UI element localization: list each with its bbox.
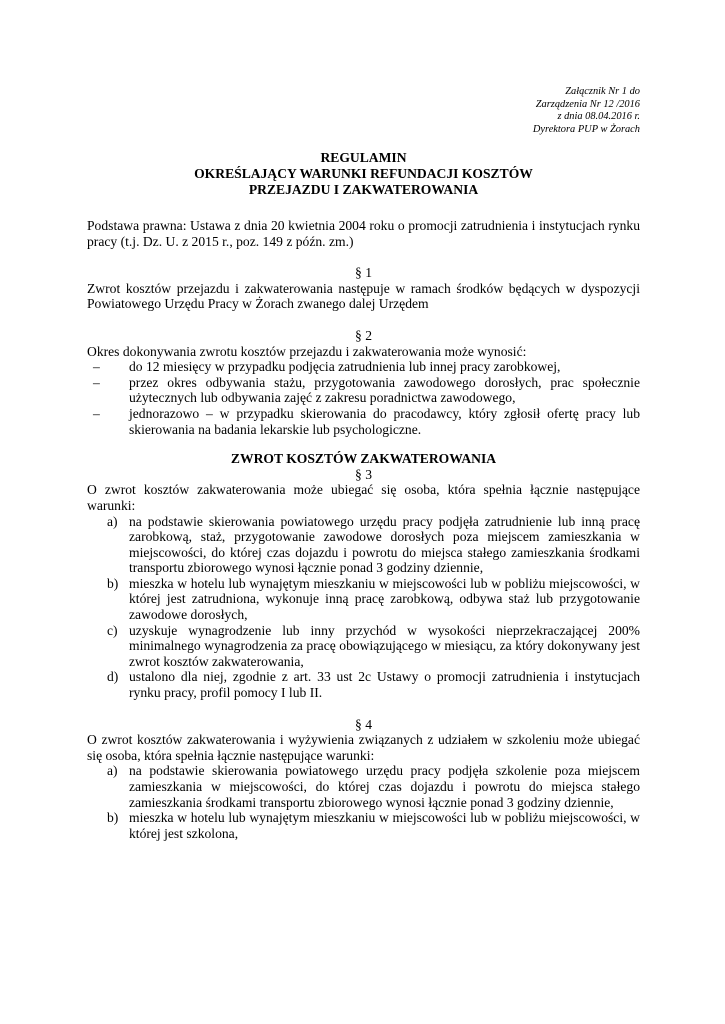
legal-basis: Podstawa prawna: Ustawa z dnia 20 kwietnia 2004 roku o promocji zatrudnienia i instytucjach rynku pracy (t.j. Dz. U. z 2015 r., poz. 149 z późn. zm.) [87,218,640,249]
annex-line-4: Dyrektora PUP w Żorach [532,123,640,135]
title-line-2: OKREŚLAJĄCY WARUNKI REFUNDACJI KOSZTÓW [194,166,533,181]
item-label: d) [107,669,119,685]
section-4-intro: O zwrot kosztów zakwaterowania i wyżywienia związanych z udziałem w szkoleniu może ubiegać się osoba, która spełnia łącznie następujące warunki: [87,732,640,763]
list-item [87,623,640,670]
list-item-text: jednorazowo – w przypadku skierowania do pracodawcy, który zgłosił ofertę pracy lub skierowania na badania lekarskie lub psychologiczne. [129,405,640,437]
list-item-text: do 12 miesięcy w przypadku podjęcia zatrudnienia lub innej pracy zarobkowej, [129,359,561,375]
section-3-list [87,514,640,701]
list-item [87,359,640,375]
list-item [87,669,640,700]
list-item-text: uzyskuje wynagrodzenie lub inny przychód w wysokości nieprzekraczającej 200% minimalnego wynagrodzenia za pracę obowiązującego w miesiącu, za który dokonywany jest zwrot kosztów zakwaterowania, [129,622,640,669]
section-3-intro: O zwrot kosztów zakwaterowania może ubiegać się osoba, która spełnia łącznie następujące warunki: [87,482,640,513]
list-item-text: mieszka w hotelu lub wynajętym mieszkaniu w miejscowości lub w pobliżu miejscowości, w której jest zatrudniona, wykonuje inną pracę zarobkową, odbywa staż lub przygotowanie zawodowe dorosłych, [129,575,640,623]
list-item-text: na podstawie skierowania powiatowego urzędu pracy podjęła zatrudnienie lub inną pracę zarobkową, staż, przygotowanie zawodowe dorosłych poza miejscem zamieszkania w miejscowości, do której czas dojazdu i powrotu do miejsca stałego zamieszkania środkami transportu zbiorowego wynosi łącznie ponad 3 godziny dziennie, [129,513,640,576]
list-item [87,514,640,576]
document-title [87,150,640,198]
annex-line-2: Zarządzenia Nr 12 /2016 [535,98,640,110]
list-item-text: na podstawie skierowania powiatowego urzędu pracy podjęła szkolenie poza miejscem zamieszkania w miejscowości, do której czas dojazdu i powrotu do miejsca stałego zamieszkania środkami transportu zbiorowego wynosi łącznie ponad 3 godziny dziennie, [129,763,640,810]
section-2-intro: Okres dokonywania zwrotu kosztów przejazdu i zakwaterowania może wynosić: [87,343,527,359]
item-label: a) [107,763,118,779]
section-1-text: Zwrot kosztów przejazdu i zakwaterowania następuje w ramach środków będących w dyspozycji Powiatowego Urzędu Pracy w Żorach zwanego dalej Urzędem [87,280,640,312]
list-item [87,763,640,810]
item-label: b) [107,810,119,826]
section-2-list [87,359,640,437]
document-body [87,150,640,841]
section-3-mark: § 3 [355,466,372,482]
section-4-mark: § 4 [355,716,372,732]
title-line-1: REGULAMIN [320,150,407,165]
dash-bullet: – [93,405,100,421]
item-label: a) [107,513,118,529]
item-label: c) [107,622,118,638]
list-item [87,576,640,623]
list-item [87,375,640,406]
item-label: b) [107,575,119,591]
list-item [87,406,640,437]
dash-bullet: – [93,359,100,375]
dash-bullet: – [93,374,100,390]
list-item-text: mieszka w hotelu lub wynajętym mieszkaniu w miejscowości lub w pobliżu miejscowości, w której jest szkolona, [129,810,640,841]
list-item [87,810,640,841]
section-1-mark: § 1 [355,265,372,281]
list-item-text: ustalono dla niej, zgodnie z art. 33 ust 2c Ustawy o promocji zatrudnienia i instytucjach rynku pracy, profil pomocy I lub II. [129,669,640,701]
list-item-text: przez okres odbywania stażu, przygotowania zawodowego dorosłych, prac społecznie użytecznych lub odbywania zajęć z zakresu poradnictwa zawodowego, [129,374,640,406]
section-2-mark: § 2 [355,327,372,343]
title-line-3: PRZEJAZDU I ZAKWATEROWANIA [248,182,479,197]
annex-note [380,86,640,136]
accommodation-heading: ZWROT KOSZTÓW ZAKWATEROWANIA [230,451,497,467]
annex-line-3: z dnia 08.04.2016 r. [557,111,640,123]
section-4-list [87,763,640,841]
annex-line-1: Załącznik Nr 1 do [565,86,640,97]
